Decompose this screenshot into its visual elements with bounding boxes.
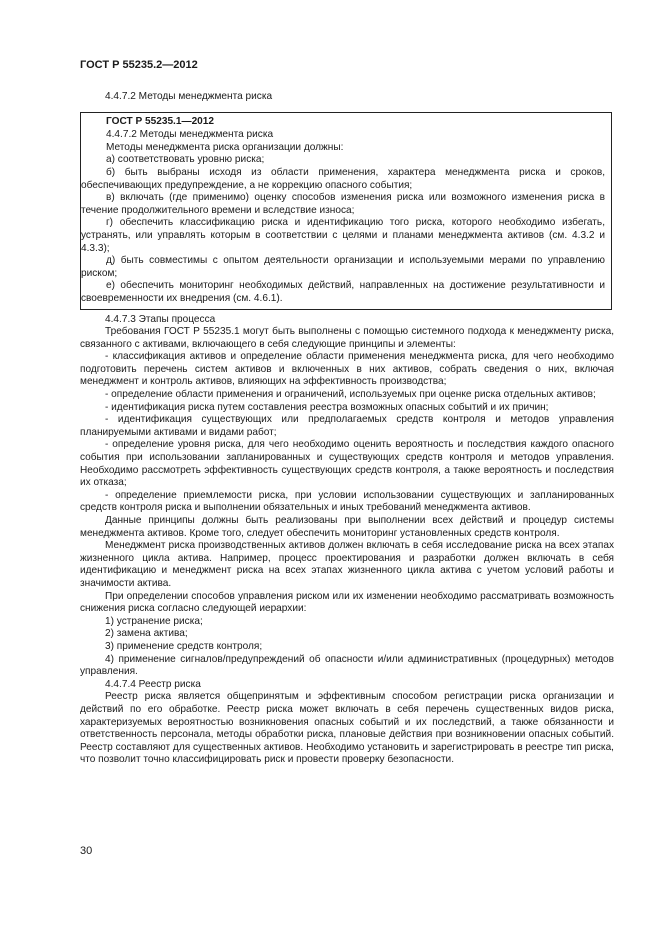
section-title-4-4-7-4: 4.4.7.4 Реестр риска bbox=[105, 678, 201, 690]
hierarchy-item: 1) устранение риска; bbox=[105, 615, 203, 627]
box-line: в) включать (где применимо) оценку способов изменения риска или возможного изменения риска в течение продолжительного времени и вследствие износа; bbox=[81, 192, 605, 216]
hierarchy-item: 4) применение сигналов/предупреждений об опасности и/или административных (процедурных) методов управления. bbox=[80, 653, 614, 678]
page-content bbox=[80, 91, 614, 767]
box-line: г) обеспечить классификацию риска и идентификацию того риска, которого необходимо избегать, устранять, или управлять которым в соответствии с целями и планами менеджмента активов (см. 4.3.2 и 4.3.3); bbox=[81, 217, 605, 254]
box-line: а) соответствовать уровню риска; bbox=[106, 154, 265, 166]
box-line: д) быть совместимы с опытом деятельности организации и используемыми мерами по управлению риском; bbox=[81, 255, 605, 279]
box-line: б) быть выбраны исходя из области применения, характера менеджмента риска и сроков, обеспечивающих предупреждение, а не коррекцию опасного события; bbox=[81, 166, 605, 191]
paragraph: Требования ГОСТ Р 55235.1 могут быть выполнены с помощью системного подхода к менеджменту риска, связанного с активами, включающего в себя следующие принципы и элементы: bbox=[80, 326, 614, 350]
section-title-4-4-7-3: 4.4.7.3 Этапы процесса bbox=[105, 313, 216, 325]
hierarchy-item: 2) замена актива; bbox=[105, 628, 188, 640]
list-item: - классификация активов и определение области применения менеджмента риска, для чего необходимо подготовить перечень систем активов и включенных в них активов, собрать сведения о них, включая менеджмент и контроль активов, влияющих на эффективность производства; bbox=[80, 351, 614, 388]
paragraph: Менеджмент риска производственных активов должен включать в себя исследование риска на всех этапах жизненного цикла актива. Например, процесс проектирования и разработки должен включать в себя идентификацию и менеджмент риска на всех этапах жизненного цикла актива с учетом условий работы и значимости актива. bbox=[80, 540, 614, 589]
paragraph: При определении способов управления риском или их изменении необходимо рассматривать возможность снижения риска согласно следующей иерархии: bbox=[80, 590, 614, 615]
list-item: - идентификация риска путем составления реестра возможных опасных событий и их причин; bbox=[105, 401, 549, 413]
paragraph: Данные принципы должны быть реализованы при выполнении всех действий и процедур системы менеджмента активов. Кроме того, следует обеспечить мониторинг установленных средств контроля. bbox=[80, 515, 614, 539]
box-line: Методы менеджмента риска организации должны: bbox=[106, 141, 344, 153]
list-item: - идентификация существующих или предполагаемых средств контроля и методов управления планируемыми активами и видами работ; bbox=[80, 414, 614, 438]
quoted-standard-box bbox=[80, 112, 612, 310]
paragraph: Реестр риска является общепринятым и эффективным способом регистрации риска организации и действий по его обработке. Реестр риска может включать в себя перечень существенных видов риска, характеризуемых вероятностью возникновения опасных событий и их последствий, а также обязанности и ответственность персонала, методы обработки риска, плановые действия при возникновении опасных событий. Реестр составляют для существенных активов. Необходимо установить и зарегистрировать в реестре тип риска, что позволит точно классифицировать риск и провести проверку безопасности. bbox=[80, 691, 614, 766]
box-line: е) обеспечить мониторинг необходимых действий, направленных на достижение результативности и своевременности их внедрения (см. 4.6.1). bbox=[81, 280, 605, 304]
list-item: - определение приемлемости риска, при условии использовании существующих и запланированных средств контроля риска и выполнении обязательных и иных требований менеджмента активов. bbox=[80, 489, 614, 514]
box-line: 4.4.7.2 Методы менеджмента риска bbox=[106, 129, 274, 141]
list-item: - определение области применения и ограничений, используемых при оценке риска отдельных активов; bbox=[105, 389, 596, 401]
running-header-standard: ГОСТ Р 55235.2—2012 bbox=[80, 59, 198, 71]
section-title-4-4-7-2: 4.4.7.2 Методы менеджмента риска bbox=[105, 91, 273, 102]
list-item: - определение уровня риска, для чего необходимо оценить вероятность и последствия каждого опасного события при использовании запланированных и существующих средств контроля и методов управления. Необходимо рассмотреть эффективность существующих средств контроля, а также вероятность и последствия их отказа; bbox=[80, 439, 614, 489]
hierarchy-item: 3) применение средств контроля; bbox=[105, 640, 263, 652]
page-number: 30 bbox=[80, 845, 93, 857]
box-standard-reference: ГОСТ Р 55235.1—2012 bbox=[106, 115, 215, 127]
